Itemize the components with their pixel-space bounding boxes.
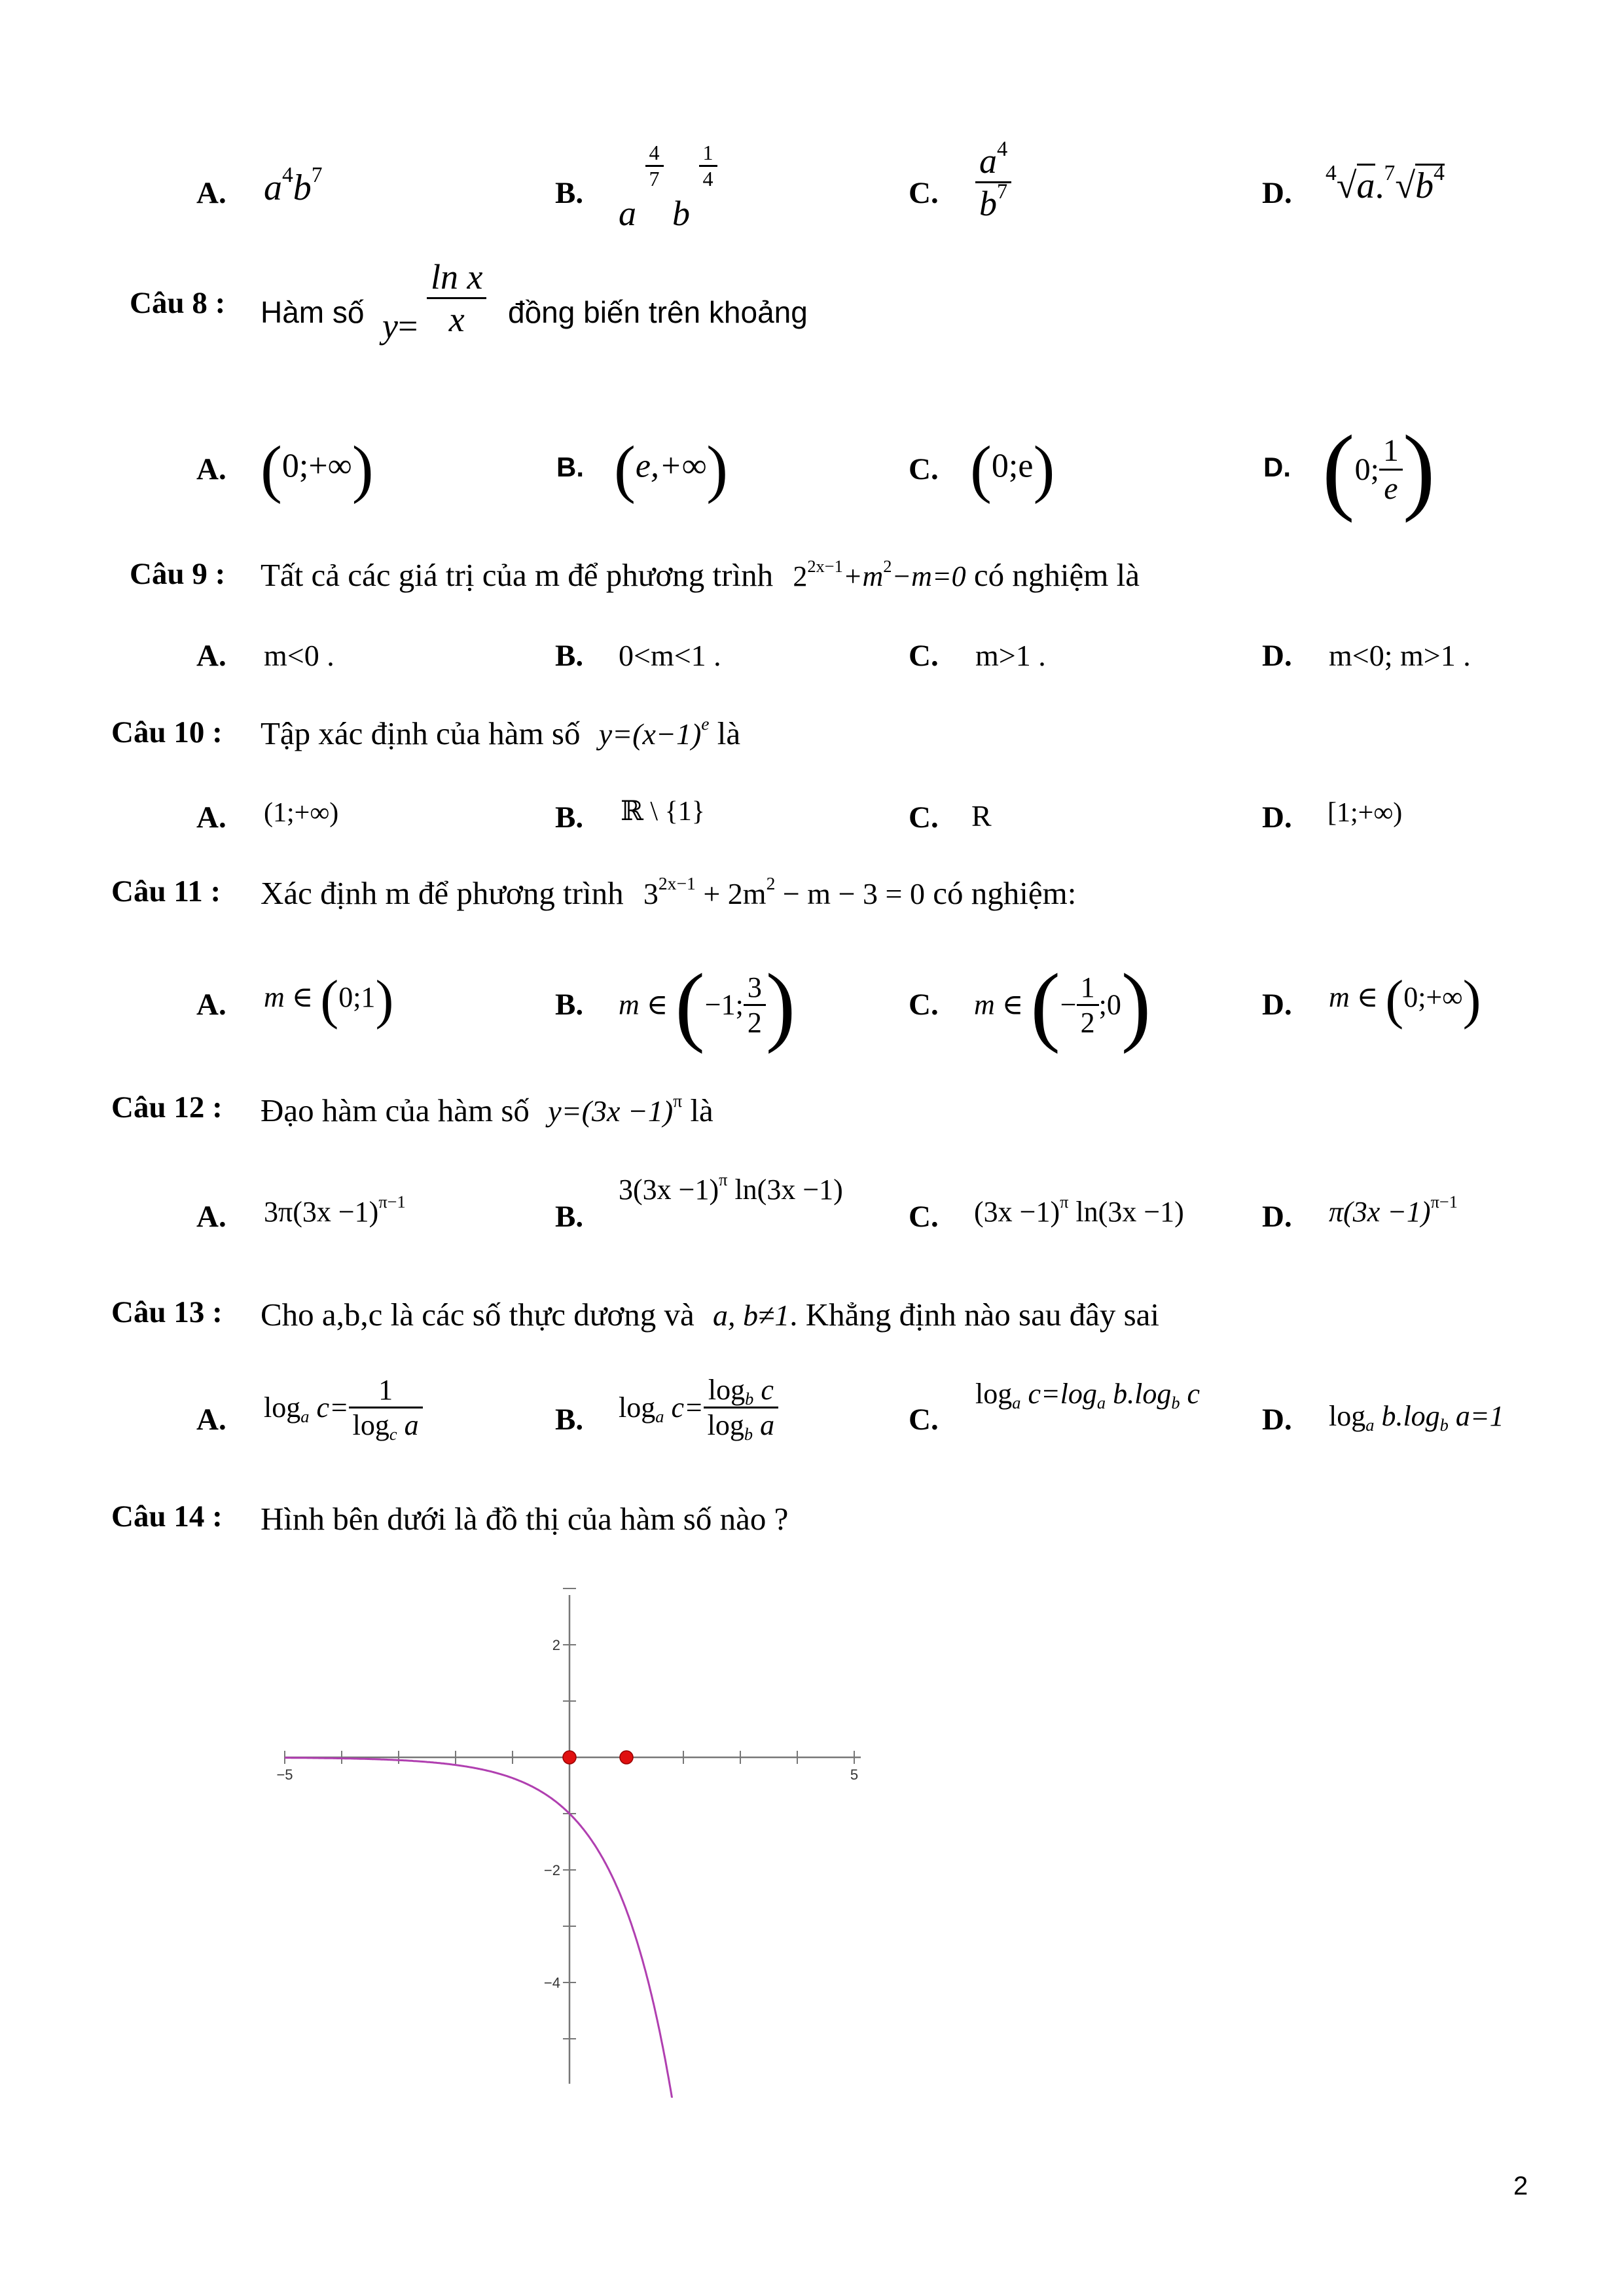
q9-option-c-value: m>1 . [975,639,1046,672]
q7-option-b-value: a $\frac{4}{7}$ b $\frac{1}{4}$ [619,147,717,198]
q7-option-b-label: B. [555,176,584,210]
q11-option-c-label: C. [909,988,939,1022]
q9-option-b-label: B. [555,639,584,673]
q9-option-d-value: m<0; m>1 . [1329,639,1471,672]
q10-option-c-value: R [971,799,992,833]
q13-option-c-label: C. [909,1403,939,1437]
q13-option-b-value: $\log_a c=$ $\frac{\log_b c}{\log_b a}$ [619,1373,778,1442]
q8-option-c-value: (0;e) [970,433,1055,505]
x-tick-label: 5 [850,1767,859,1783]
point-marker [563,1751,576,1764]
q10-option-b-label: B. [555,800,584,834]
q7-option-c-label: C. [909,176,939,210]
q10-option-c-label: C. [909,800,939,834]
q10-option-d-value: [1;+∞) [1327,798,1403,828]
q9-option-a-label: A. [196,639,226,673]
q13-text: Cho a,b,c là các số thực dương và a, b≠1. Khẳng định nào sau đây sai [261,1297,1159,1333]
q10-option-b-value: ℝ \ {1} [621,797,705,827]
q8-number: Câu 8 : [130,286,226,320]
q13-number: Câu 13 : [111,1295,223,1329]
q11-number: Câu 11 : [111,874,221,908]
x-tick-label: −5 [276,1767,293,1783]
q12-option-d-label: D. [1262,1200,1292,1234]
q12-option-d-value: $\pi(3x -1)^{\pi-1}$ [1329,1191,1458,1228]
q8-formula: y= $\frac{\text{ln x}}{x}$ [382,288,486,371]
q9-text: Tất cả các giá trị của m để phương trình $2^{2x-1}+m^2-m=0$ có nghiệm là [261,556,1140,593]
q7-option-a-value: $a^4b^7$ [264,163,323,208]
q12-option-a-label: A. [196,1200,226,1234]
q12-option-a-value: $3\pi(3x -1)^{\pi-1}$ [264,1191,406,1228]
q14-number: Câu 14 : [111,1499,223,1534]
q8-option-b-label: B. [556,452,584,482]
q12-option-c-value: $(3x -1)^\pi$ ln(3x −1) [974,1191,1184,1228]
q10-option-a-label: A. [196,800,226,834]
q11-option-a-value: m ∈ (0;1) [264,970,394,1030]
q8-text-post: đồng biến trên khoảng [508,295,808,329]
page-number: 2 [1513,2172,1528,2200]
q13-option-d-label: D. [1262,1403,1292,1437]
q11-option-d-label: D. [1262,988,1292,1022]
q11-option-b-label: B. [555,988,584,1022]
y-tick-label: −2 [543,1862,560,1878]
q11-option-a-label: A. [196,988,226,1022]
q7-option-c-value: $\frac{a^4}{b^7}$ [975,141,1011,224]
q8-option-d-value: (0; $\frac{1}{e}$ ) [1322,416,1435,524]
q13-option-a-value: $\log_a c=$ $\frac{1}{\log_c a}$ [264,1373,423,1442]
q9-option-d-label: D. [1262,639,1292,673]
y-tick-label: 2 [552,1637,560,1653]
q7-option-d-value: $^4√a.^7√b^4$ [1326,161,1445,206]
q9-option-c-label: C. [909,639,939,673]
q12-option-b-label: B. [555,1200,584,1234]
q13-option-a-label: A. [196,1403,226,1437]
q8-option-b-value: (e,+∞) [614,433,729,505]
q10-option-a-value: (1;+∞) [264,798,339,828]
function-graph [249,1561,877,2098]
y-tick-label: −4 [543,1975,560,1991]
q8-option-c-label: C. [909,452,939,486]
q12-text: Đạo hàm của hàm số $y=(3x -1)^\pi$ là [261,1090,713,1128]
q8-text: Hàm số [261,295,365,329]
point-marker [620,1751,633,1764]
q10-text: Tập xác định của hàm số $y=(x-1)^e$ là [261,713,741,751]
q9-option-a-value: m<0 . [264,639,334,672]
q10-number: Câu 10 : [111,715,223,749]
q11-option-c-value: m ∈ (− $\frac{1}{2}$ ;0) [974,955,1151,1054]
q13-option-b-label: B. [555,1403,584,1437]
q8-option-d-label: D. [1263,452,1291,482]
q9-option-b-value: 0<m<1 . [619,639,721,672]
q8-option-a-value: (0;+∞) [261,433,374,505]
q11-option-b-value: m ∈ (−1; $\frac{3}{2}$ ) [619,955,796,1054]
q7-option-d-label: D. [1262,176,1292,210]
q7-option-a-label: A. [196,176,226,210]
q12-option-b-value: $3(3x -1)^\pi$ ln(3x −1) [619,1169,843,1206]
q8-option-a-label: A. [196,452,226,486]
q9-number: Câu 9 : [130,557,226,591]
function-curve [285,1758,712,2098]
q12-number: Câu 12 : [111,1090,223,1124]
q11-option-d-value: m ∈ (0;+∞) [1329,970,1481,1030]
q13-option-d-value: $\log_a b.\log_b$ a=1 [1329,1400,1504,1435]
q11-text: Xác định m để phương trình $3^{2x-1} + 2m^2 - m - 3 = 0$ có nghiệm: [261,872,1077,911]
q12-option-c-label: C. [909,1200,939,1234]
q13-option-c-value: $\log_a c=\log_a$ $b.\log_b$ c [975,1378,1200,1412]
q10-option-d-label: D. [1262,800,1292,834]
q14-text: Hình bên dưới là đồ thị của hàm số nào ? [261,1501,789,1537]
